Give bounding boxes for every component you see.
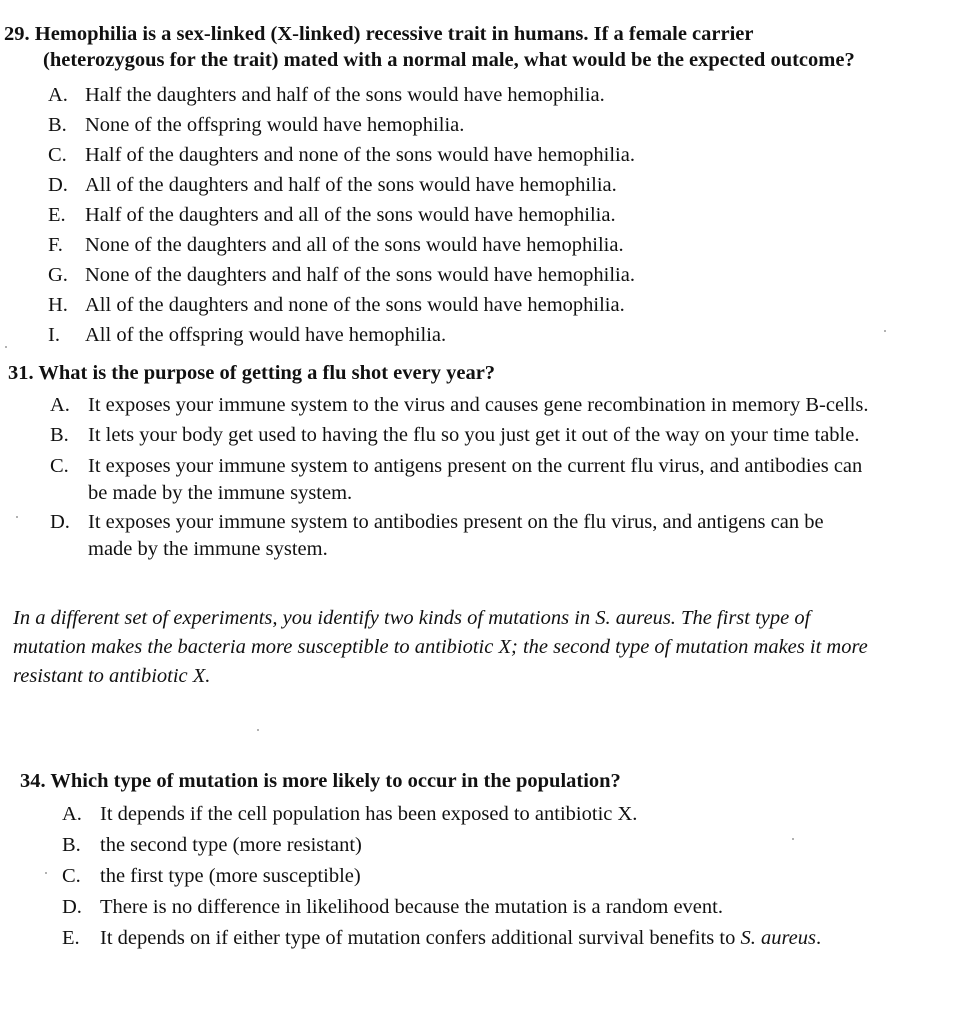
passage-line: In a different set of experiments, you identify two kinds of mutations in S. aureus. The first type of xyxy=(13,607,811,629)
option-text: the second type (more resistant) xyxy=(100,834,362,856)
option-letter: F. xyxy=(48,234,63,256)
option-text: It exposes your immune system to antibodies present on the flu virus, and antigens can be xyxy=(88,511,824,533)
question-number: 31. xyxy=(8,362,34,384)
option-letter: C. xyxy=(62,865,81,887)
scan-speck xyxy=(5,346,7,348)
option-letter: B. xyxy=(48,114,67,136)
scan-speck xyxy=(45,872,47,874)
passage-text xyxy=(13,604,975,691)
option-letter: C. xyxy=(50,455,69,477)
option-text: It depends if the cell population has been exposed to antibiotic X. xyxy=(100,803,638,825)
option-text: It exposes your immune system to the virus and causes gene recombination in memory B-cells. xyxy=(88,394,869,416)
option-text-continued: made by the immune system. xyxy=(88,538,328,560)
option-letter: G. xyxy=(48,264,68,286)
scan-speck xyxy=(884,330,886,332)
option-text: Half of the daughters and none of the sons would have hemophilia. xyxy=(85,144,635,166)
scan-speck xyxy=(257,729,259,731)
question-number: 34. xyxy=(20,770,46,792)
question-31-stem xyxy=(8,360,495,386)
passage-line: mutation makes the bacteria more susceptible to antibiotic X; the second type of mutation makes it more xyxy=(13,636,868,658)
passage-line: resistant to antibiotic X. xyxy=(13,665,211,687)
option-letter: B. xyxy=(50,424,69,446)
scan-speck xyxy=(16,516,18,518)
option-letter: I. xyxy=(48,324,60,346)
question-text: Which type of mutation is more likely to occur in the population? xyxy=(50,770,621,792)
option-text: It lets your body get used to having the flu so you just get it out of the way on your time table. xyxy=(88,424,860,446)
option-letter: D. xyxy=(62,896,82,918)
question-text: Hemophilia is a sex-linked (X-linked) recessive trait in humans. If a female carrier xyxy=(34,23,754,45)
species-name: S. aureus xyxy=(740,927,817,949)
scan-speck xyxy=(792,838,794,840)
option-letter: E. xyxy=(48,204,66,226)
question-text: (heterozygous for the trait) mated with a normal male, what would be the expected outcome? xyxy=(43,49,855,71)
option-text xyxy=(100,925,821,952)
option-text: All of the offspring would have hemophilia. xyxy=(85,324,447,346)
option-text: There is no difference in likelihood because the mutation is a random event. xyxy=(100,896,723,918)
option-letter: E. xyxy=(62,927,80,949)
option-text: All of the daughters and half of the sons would have hemophilia. xyxy=(85,174,617,196)
question-number: 29. xyxy=(4,23,30,45)
question-29-stem xyxy=(4,21,855,73)
option-text: None of the daughters and half of the sons would have hemophilia. xyxy=(85,264,635,286)
option-text: None of the offspring would have hemophilia. xyxy=(85,114,465,136)
option-letter: H. xyxy=(48,294,68,316)
option-text: Half of the daughters and all of the sons would have hemophilia. xyxy=(85,204,616,226)
option-text: All of the daughters and none of the sons would have hemophilia. xyxy=(85,294,625,316)
option-letter: C. xyxy=(48,144,67,166)
option-text: It exposes your immune system to antigens present on the current flu virus, and antibodies can xyxy=(88,455,863,477)
option-text-end: . xyxy=(816,927,822,949)
option-text-main: It depends on if either type of mutation confers additional survival benefits to xyxy=(100,927,741,949)
option-text: the first type (more susceptible) xyxy=(100,865,361,887)
option-letter: A. xyxy=(62,803,82,825)
option-text: None of the daughters and all of the sons would have hemophilia. xyxy=(85,234,624,256)
option-letter: B. xyxy=(62,834,81,856)
option-letter: A. xyxy=(50,394,70,416)
question-34-stem xyxy=(20,768,621,794)
option-letter: D. xyxy=(48,174,68,196)
option-letter: A. xyxy=(48,84,68,106)
question-text: What is the purpose of getting a flu shot every year? xyxy=(38,362,496,384)
option-text-continued: be made by the immune system. xyxy=(88,482,353,504)
option-text: Half the daughters and half of the sons would have hemophilia. xyxy=(85,84,605,106)
option-letter: D. xyxy=(50,511,70,533)
